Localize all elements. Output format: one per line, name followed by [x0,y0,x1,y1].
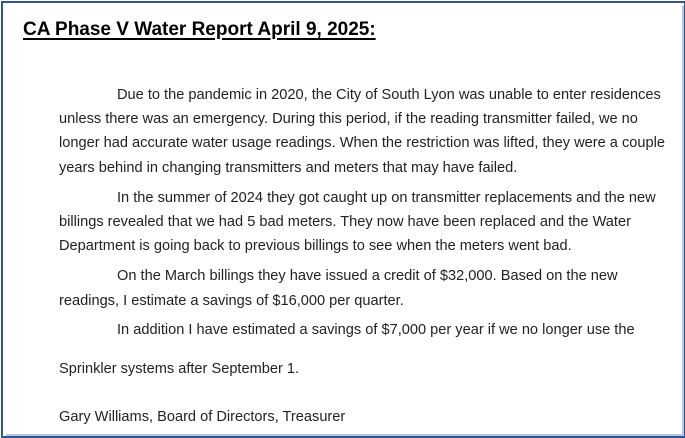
report-body [59,83,669,389]
report-frame [1,1,685,438]
paragraph-credit: On the March billings they have issued a credit of $32,000. Based on the new readings, I estimate a savings of $16,000 per quarter. [59,268,618,309]
paragraph-pandemic: Due to the pandemic in 2020, the City of South Lyon was unable to enter residences unless there was an emergency. During this period, if the reading transmitter failed, we no longer had accurate water usage readings. When the restriction was lifted, they were a couple years behind in changing transmitters and meters that may have failed. [59,87,665,176]
signature-line: Gary Williams, Board of Directors, Treasurer [59,409,346,425]
report-title: CA Phase V Water Report April 9, 2025: [23,19,376,40]
paragraph-sprinkler-savings: In addition I have estimated a savings of $7,000 per year if we no longer use the Sprinkler systems after September 1. [59,321,635,377]
paragraph-meter-replacement: In the summer of 2024 they got caught up on transmitter replacements and the new billings revealed that we had 5 bad meters. They now have been replaced and the Water Department is going back to previous billings to see when the meters went bad. [59,189,656,255]
